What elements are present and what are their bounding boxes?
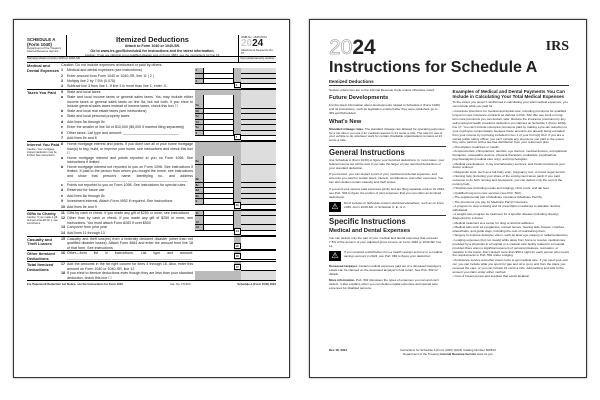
example-bullet: • A program to stop smoking and for prescription medicines to alleviate nicotine withdrawal.: [452, 204, 561, 212]
whats-new-heading: What's New: [329, 118, 362, 125]
bullet-text: A program to stop smoking and for prescription medicines to alleviate nicotine withdrawal.: [452, 204, 561, 212]
line-box-label: 5c: [195, 114, 203, 120]
line-amount-field: [203, 231, 234, 236]
example-bullet: • Insurance premiums for medical and dental care, including premiums for qualified long-term care insurance contracts as defined in Pub. 502. But see Limit on long-term care premiums you can deduct, later. Reduce the insurance premiums by any self-employed health insurance deduction you claimed on Schedule 1 (Form 1040), line 17. You can't include insurance premiums paid by making a pre-tax reduction to your employee compensation because these amounts are already being excluded from your income by not being included in box 1 of your Form(s) W-2. If you are a retired public safety officer, you can't include any premiums you paid to the extent they were paid for with a tax-free distribution from your retirement plan.: [452, 109, 567, 145]
line-text: Points not reported to you on Form 1098. See instructions for special rules: [67, 182, 186, 187]
section-title: Taxes You Paid: [27, 90, 56, 95]
section-label: [27, 251, 61, 261]
section-lines: [61, 211, 276, 236]
form-section: [27, 211, 276, 237]
section-lines: [61, 63, 276, 89]
section-lines: [61, 237, 276, 251]
total-box-label: 4: [234, 82, 241, 89]
line-box-label: 13: [195, 225, 203, 231]
bullet-text: The supplemental part of Medicare insurance (Medicare Part B).: [454, 195, 543, 200]
line-number: 16: [61, 251, 65, 255]
form-sections: [27, 63, 276, 281]
bullet-text: Surgery to improve defective vision, such as laser eye surgery or radial keratotomy.: [454, 233, 569, 238]
section-note: Caution: Your mortgage interest deduction may be limited. See instructions.: [27, 147, 57, 157]
name-field[interactable]: Name(s) shown on Form 1040 or 1040-SR: [27, 56, 80, 60]
form-line: [61, 205, 276, 210]
example-bullet: • Prescription medicines or insulin.: [452, 144, 500, 149]
form-title: Itemized Deductions: [116, 35, 189, 44]
form-line: [61, 251, 276, 260]
line-text: Add lines 8a through 8c: [67, 193, 105, 198]
line-box-label: 8b: [195, 165, 203, 183]
gray-column: [234, 95, 241, 109]
example-bullet: • Qualified long-term care services (see Pub. 502).: [452, 190, 522, 195]
total-amount-field[interactable]: [235, 237, 276, 251]
line-number: 14: [61, 230, 65, 235]
section-title: Casualty and Theft Losses: [27, 236, 52, 247]
total-amount-field[interactable]: [235, 82, 276, 89]
form-line: [61, 142, 276, 156]
line-amount-field: [203, 205, 234, 210]
example-bullet: • Acupuncturists, chiropractors, dentists, eye doctors, medical doctors, occupational therapists, osteopathic doctors, physical therapists, podiatrists, psychiatrists, psychoanalysts (medical care only), and psychologists.: [452, 149, 567, 162]
line-number: 15: [61, 236, 65, 241]
bullet-text: Nursing help (including your share of the employment taxes paid). If you paid someone to do both nursing and housework, you can deduct only the cost of the nursing help.: [452, 174, 563, 187]
line-text: Subtract line 3 from line 1. If line 3 is more than line 1, enter -0-: [67, 84, 168, 88]
hsa-caution-text: If you received a distribution from a health savings account or a medical savings account in 2024, see Pub. 969 to figure your deduction.: [344, 250, 443, 259]
example-bullet: • Medical aids such as eyeglasses, contact lenses, hearing aids, braces, crutches, wheelchairs, and guide dogs, including the cost of maintaining them.: [452, 225, 565, 233]
attach-note: Attach to Form 1040 or 1040-SR.: [124, 44, 181, 48]
line-number: 12: [61, 216, 65, 220]
line-text: Other taxes. List type and amount: ____________________________: [67, 130, 179, 135]
line-box-label: 5a: [195, 95, 203, 109]
line-box-label: 1: [195, 68, 203, 74]
line-number: 1: [61, 68, 63, 72]
line-amount-field: [203, 136, 234, 141]
example-bullet: • Nursing help (including your share of the employment taxes paid). If you paid someone to do both nursing and housework, you can deduct only the cost of the nursing help.: [452, 174, 563, 187]
department: Department of the Treasury: [27, 46, 62, 50]
line-text: Gifts by cash or check. If you made any gift of $250 or more, see instructions: [67, 210, 190, 215]
bullet-text: Medical treatment at a center for drug or alcohol addiction.: [454, 220, 535, 225]
line-box-label: 8a: [195, 156, 203, 165]
total-amount-field: [241, 271, 276, 280]
bullet-text: Qualified long-term care services (see Pub. 502).: [454, 190, 522, 195]
line-text: State and local income taxes or general sales taxes. You may include either income taxes or general sales taxes on line 5a, but not both. If you elect to include general sales taxes instead of income taxes, check this box ☐: [67, 95, 193, 108]
section-title: Gifts to Charity: [27, 210, 56, 216]
line-number: 8: [61, 142, 63, 146]
section-label: [27, 63, 61, 89]
example-bullet: • Medical treatment at a center for drug or alcohol addiction.: [452, 220, 535, 225]
total-box-label: 7: [234, 134, 241, 141]
total-amount-field: [241, 156, 276, 165]
example-bullet: • The premiums you pay for Medicare Part D insurance.: [452, 199, 529, 204]
line-box-label: 6: [195, 131, 203, 137]
line-amount-field: [203, 271, 234, 280]
line-amount-field[interactable]: [203, 95, 234, 109]
form-line: [61, 262, 276, 271]
line-text: Add lines 5e and 6: [67, 136, 97, 140]
line-number: 6: [61, 130, 63, 135]
example-bullet: • Lodging expenses (but not meals) while away from home to receive medical care provided by a physician in a hospital or a medical care facility related to a hospital, provided there was no significant element of personal pleasure, recreation, or vacation in the travel. Don't deduct more than $50 a night for each person who meets the requirements in Pub. 502 under Lodging.: [452, 237, 570, 258]
example-bullet: • Cost of breast pumps and supplies that assist lactation.: [452, 273, 531, 278]
general-text-2: If you itemize, you can deduct a part of your medical and dental expenses, and amounts you paid for certain taxes, interest, contributions, and other expenses. You can also deduct certain casualty and theft losses.: [329, 172, 444, 185]
form-section: [27, 142, 276, 211]
caution-icon: ⚠: [329, 251, 341, 261]
form-line: [61, 231, 276, 236]
line-amount-field: [203, 262, 234, 271]
form-line: [61, 95, 276, 109]
section-lines: [61, 142, 276, 210]
right-column: [453, 89, 570, 293]
line-text: Enter the smaller of line 5d or $10,000 ($5,000 if married filing separately): [67, 125, 185, 129]
line-number: 2: [61, 73, 63, 78]
line-amount-field[interactable]: [203, 165, 234, 183]
bullet-text: A weight-loss program as treatment for a specific disease (including obesity) diagnosed by a doctor.: [452, 212, 559, 221]
total-amount-field[interactable]: [235, 251, 276, 260]
disaster-caution: Caution: If you are claiming a net qualified disaster loss on Form 4684, see the instructions for line 16.: [84, 53, 221, 57]
line-text: Home mortgage interest not reported to you on Form 1098. See instructions if limited. If paid to the person from whom you bought the home, see instructions and show that person's name, identifying no., and address ______________________________ ______________________________: [67, 164, 193, 182]
total-amount-field: [241, 142, 276, 156]
deceased-text: Deceased taxpayer. Certain medical expenses paid out of a deceased taxpayer's estate can be claimed on the deceased taxpayer's final return. See Pub. 502 for details.: [329, 263, 442, 276]
section-caution: Caution: Do not include expenses reimbursed or paid by others.: [61, 63, 163, 67]
line-number: 4: [61, 84, 63, 88]
catalog-number: Cat. No. 17145C: [170, 282, 191, 287]
schedule-name: SCHEDULE A: [27, 37, 56, 42]
line-text: Carryover from prior year: [67, 225, 108, 229]
examples-intro: To the extent you weren't reimbursed in calculating your total medical expenses, you can include what you paid for:: [452, 100, 568, 109]
gray-column: [234, 156, 241, 165]
total-amount-field[interactable]: [235, 262, 276, 271]
line-text: Add lines 11 through 13: [67, 230, 105, 235]
form-section: [27, 237, 276, 252]
future-text: For the latest information about developments related to Schedule A (Form 1040) and its instructions, such as legislation enacted after they were published, go to IRS.gov/ScheduleA.: [329, 103, 440, 116]
line-text: Other—from list in instructions. List type and amount: ______________________ ________________________________________: [67, 251, 193, 260]
line-box-label: [195, 271, 203, 280]
general-text-3: If you and your spouse paid expenses jointly and are filing separate returns for 2024, see Pub. 504 to figure the portion of joint expenses that you can claim as itemized deductions.: [329, 186, 445, 199]
examples-heading: Examples of Medical and Dental Payments You Can Include in Calculating Your Total Medical Expenses: [452, 89, 565, 100]
gray-column: [234, 165, 241, 183]
line-amount-field: [203, 142, 234, 156]
irs-logo: IRS: [545, 39, 569, 54]
tax-year: 2024: [241, 38, 264, 50]
bullet-text: Medical aids such as eyeglasses, contact lenses, hearing aids, braces, crutches, wheelchairs, and guide dogs, including the cost of maintaining them.: [452, 225, 565, 233]
line-box-label: [195, 251, 203, 260]
bullet-text: Insurance premiums for medical and dental care, including premiums for qualified long-term care insurance contracts as defined in Pub. 502. But see Limit on long-term care premiums you can deduct, later. Reduce the insurance premiums by any self-employed health insurance deduction you claimed on Schedule 1 (Form 1040), line 17. You can't include insurance premiums paid by making a pre-tax reduction to your employee compensation because these amounts are already being excluded from your income by not being included in box 1 of your Form(s) W-2. If you are a retired public safety officer, you can't include any premiums you paid to the extent they were paid for with a tax-free distribution from your retirement plan.: [452, 109, 567, 145]
future-heading: Future Developments: [329, 95, 389, 102]
form-line: [61, 216, 276, 225]
section-label: [27, 211, 61, 236]
instructions-subtitle: Itemized Deductions: [329, 77, 569, 86]
line-number: 11: [61, 210, 65, 215]
line-box-label: 8d: [195, 188, 203, 194]
total-box-label: 17: [234, 264, 241, 271]
dept-line: Department of the Treasury Internal Revenue Service www.irs.gov: [403, 352, 493, 357]
total-amount-field: [241, 165, 276, 183]
line-box-label: 11: [195, 211, 203, 217]
specific-heading: Specific Instructions: [329, 215, 446, 226]
example-bullet: • Hospital care (including meals and lodging), clinic costs, and lab fees.: [452, 186, 550, 191]
line-text: Add lines 5a through 5c: [67, 119, 105, 124]
line-amount-field[interactable]: [203, 156, 234, 165]
line-box-label: [195, 262, 203, 271]
form-line: [61, 84, 276, 89]
line-box-label: 9: [195, 199, 203, 205]
line-text: Home mortgage interest and points. If you didn't use all of your home mortgage loan(s) to buy, build, or improve your home, see instructions and check this box ☐: [67, 142, 193, 155]
line-text: Enter amount from Form 1040 or 1040-SR, line 11 | 2 |: [67, 73, 154, 78]
line-box-label: [195, 237, 203, 251]
total-box-label: 16: [234, 253, 241, 260]
line-number: 5: [61, 90, 63, 94]
catalog-line: Instructions for Schedule A (Form 1040) (2024) Catalog Number 50081X: [399, 348, 497, 353]
bullet-text: Diagnostic tests, such as a full-body scan, pregnancy test, or blood sugar test kit.: [454, 169, 566, 174]
line-number: 3: [61, 78, 63, 83]
attachment-sequence: Attachment Sequence No. 07: [241, 48, 274, 56]
line-box-label: 3: [195, 79, 203, 85]
line-box-label: [195, 136, 203, 141]
section-label: [27, 142, 61, 210]
line-amount-field: [203, 237, 234, 251]
total-box-label: 15: [234, 243, 241, 250]
line-number: e: [61, 125, 63, 129]
form-section: [27, 251, 276, 262]
total-box-label: 14: [234, 228, 241, 235]
caution-icon: ⚠: [329, 202, 341, 212]
line-amount-field: [203, 251, 234, 260]
line-box-label: 8e: [195, 194, 203, 200]
agency: Internal Revenue Service: [27, 49, 59, 54]
section-title: Interest You Paid: [27, 142, 60, 147]
example-bullet: • The supplemental part of Medicare insurance (Medicare Part B).: [452, 195, 543, 200]
line-text: Multiply line 2 by 7.5% (0.075): [67, 78, 116, 83]
total-box-label: 10: [234, 202, 241, 209]
section-lines: [61, 251, 276, 261]
bullet-text: Acupuncturists, chiropractors, dentists, eye doctors, medical doctors, occupational therapists, osteopathic doctors, physical therapists, podiatrists, psychiatrists, psychoanalysts (medical care only), and psychologists.: [452, 149, 567, 162]
section-lines: [61, 262, 276, 280]
whats-new-text: Standard mileage rates. The standard mileage rate allowed for operating expenses for a car when you use it for medical reasons is 21 cents a mile. The rate for use of your vehicle to do volunteer work for certain charitable organizations remains at 14 cents a mile.: [329, 126, 445, 143]
form-line: [61, 237, 276, 251]
intro-text: Section references are to the Internal Revenue Code unless otherwise noted.: [329, 88, 435, 92]
schedule-a-form-page: [13, 19, 290, 378]
form-line: [61, 271, 276, 280]
section-label: [27, 237, 61, 251]
total-amount-field[interactable]: [235, 203, 276, 210]
instructions-title: Instructions for Schedule A: [329, 59, 538, 76]
total-amount-field: [241, 95, 276, 109]
ssn-field[interactable]: Your social security number: [240, 56, 275, 60]
line-number: a: [61, 155, 63, 160]
line-number: c: [61, 114, 63, 118]
form-line: [61, 156, 276, 165]
general-heading: General Instructions: [329, 146, 446, 157]
line-number: 17: [61, 262, 65, 267]
form-footer: [27, 281, 276, 287]
line-box-label: 5b: [195, 109, 203, 115]
gray-column: [234, 271, 241, 280]
line-text: Medical and dental expenses (see instructions): [67, 68, 142, 72]
line-number: 10: [61, 204, 65, 209]
line-box-label: 5e: [195, 125, 203, 131]
bullet-text: Medical examinations, X-ray and laboratory services, and insulin treatments your doctor ordered.: [452, 161, 566, 170]
example-bullet: • Ambulance service and other travel costs to get medical care. If you used your own car, you can include what you spent for gas and oil to go to and from the place you received the care; or you can include 21 cents a mile. Add parking and tolls to the amount you claim under either method.: [452, 257, 569, 274]
bullet-text: Ambulance service and other travel costs to get medical care. If you used your own car, you can include what you spent for gas and oil to go to and from the place you received the care; or you can include 21 cents a mile. Add parking and tolls to the amount you claim under either method.: [452, 257, 569, 274]
line-text: If you elect to itemize deductions even though they are less than your standard deduction, check this box ☐: [67, 271, 193, 280]
line-text: Other than by cash or check. If you made any gift of $250 or more, see instructions. You must attach Form 8283 if over $500: [67, 216, 193, 225]
paperwork-notice: For Paperwork Reduction Act Notice, see the Instructions for Form 1040.: [27, 282, 124, 287]
line-text: Add lines 8e and 9: [67, 204, 97, 209]
line-number: b: [61, 164, 64, 169]
bullet-text: Prescription medicines or insulin.: [454, 144, 500, 149]
section-title: Other Itemized Deductions: [27, 251, 55, 261]
line-number: b: [61, 108, 64, 113]
bullet-text: Lodging expenses (but not meals) while away from home to receive medical care provided by a physician in a hospital or a medical care facility related to a hospital, provided there was no significant element of personal pleasure, recreation, or vacation in the travel. Don't deduct more than $50 a night for each person who meets the requirements in Pub. 502 under Lodging.: [452, 237, 570, 258]
instructions-year: 2024: [329, 36, 376, 59]
line-text: State and local taxes.: [67, 90, 102, 94]
line-number: 18: [61, 271, 65, 276]
line-text: Home mortgage interest and points reported to you on Form 1098. See instructions if limited: [67, 155, 193, 164]
form-footer-id: Schedule A (Form 1040) 2024: [237, 282, 276, 287]
line-text: Investment interest. Attach Form 4952 if required. See instructions: [67, 199, 173, 203]
instructions-page: [309, 19, 587, 378]
more-info-text: More information. Pub. 502 discusses the types of expenses you can and can't deduct. It also explains when you can deduct capital expenses and special care expenses for disabled persons.: [329, 277, 439, 290]
example-bullet: • Surgery to improve defective vision, such as laser eye surgery or radial keratotomy.: [452, 233, 569, 238]
example-bullet: • A weight-loss program as treatment for a specific disease (including obesity) diagnosed by a doctor.: [452, 212, 559, 221]
form-section: [27, 90, 276, 142]
line-box-label: 5d: [195, 120, 203, 126]
line-box-label: 12: [195, 216, 203, 225]
line-number: 13: [61, 225, 65, 229]
caution-text: Don't include on Schedule A items deducted elsewhere, such as on Form 1040, Form 1040-SR, or Schedule C, E, or F.: [344, 200, 445, 209]
line-text: Reserved for future use: [67, 188, 105, 192]
left-column: [329, 89, 446, 293]
publish-date: Dec 18, 2024: [329, 348, 348, 353]
example-bullet: • Medical examinations, X-ray and laboratory services, and insulin treatments your doctor ordered.: [452, 161, 566, 170]
section-note: Caution: If you made a gift and got a benefit for it, see instructions.: [27, 216, 58, 226]
gray-column: [234, 142, 241, 156]
form-section: [27, 63, 276, 90]
section-label: [27, 262, 61, 280]
line-number: e: [61, 193, 63, 198]
line-text: Casualty and theft loss(es) from a federally declared disaster (other than net qualified disaster losses). Attach Form 4684 and enter the amount from line 18 of that form. See instructions: [67, 236, 193, 250]
line-number: a: [61, 95, 63, 99]
line-number: 9: [61, 199, 63, 203]
form-section: [27, 262, 276, 281]
line-text: Add the amounts in the far right column for lines 4 through 16. Also, enter this amount on Form 1040 or 1040-SR, line 12: [67, 262, 193, 271]
line-box-label: [195, 205, 203, 210]
form-line: [61, 165, 276, 183]
example-bullet: • Diagnostic tests, such as a full-body scan, pregnancy test, or blood sugar test kit.: [452, 169, 566, 174]
total-amount-field[interactable]: [235, 229, 276, 236]
omb-number: OMB No. 1545-0074: [241, 35, 267, 39]
line-text: State and local personal property taxes: [67, 114, 130, 118]
line-number: d: [61, 188, 64, 192]
examples-list: [453, 110, 570, 279]
line-box-label: 8c: [195, 183, 203, 189]
line-amount-field: [203, 84, 234, 89]
medical-text: You can deduct only the part of your medical and dental expenses that exceeds 7.5% of the amount of your adjusted gross income on Form 1040 or 1040-SR, line 11.: [329, 236, 442, 249]
section-label: [27, 90, 61, 141]
line-text: State and local real estate taxes (see instructions): [67, 108, 147, 113]
line-box-label: [195, 142, 203, 156]
form-header: [27, 35, 276, 57]
form-line: [61, 136, 276, 141]
section-title: Total Itemized Deductions: [27, 262, 54, 272]
line-number: c: [61, 182, 63, 187]
goto-note: Go to www.irs.gov/ScheduleA for instructions and the latest information.: [90, 48, 215, 53]
line-number: 7: [61, 136, 63, 140]
bullet-text: Hospital care (including meals and lodging), clinic costs, and lab fees.: [454, 186, 550, 191]
section-title: Medical and Dental Expenses: [27, 63, 60, 73]
line-number: d: [61, 119, 64, 124]
form-reference: (Form 1040): [27, 42, 52, 47]
line-box-label: [195, 84, 203, 89]
line-amount-field[interactable]: [203, 216, 234, 225]
bullet-text: The premiums you pay for Medicare Part D insurance.: [454, 199, 529, 204]
total-amount-field[interactable]: [235, 134, 276, 141]
line-box-label: [195, 231, 203, 236]
total-amount-field: [241, 216, 276, 225]
bullet-text: Cost of breast pumps and supplies that assist lactation.: [454, 273, 531, 278]
section-lines: [61, 90, 276, 141]
general-text-1: Use Schedule A (Form 1040) to figure your itemized deductions. In most cases, your federal income tax will be less if you take the larger of your itemized deductions or your standard deduction.: [329, 158, 445, 171]
instructions-footer: [329, 349, 567, 357]
medical-heading: Medical and Dental Expenses: [329, 228, 411, 235]
gray-column: [234, 216, 241, 225]
